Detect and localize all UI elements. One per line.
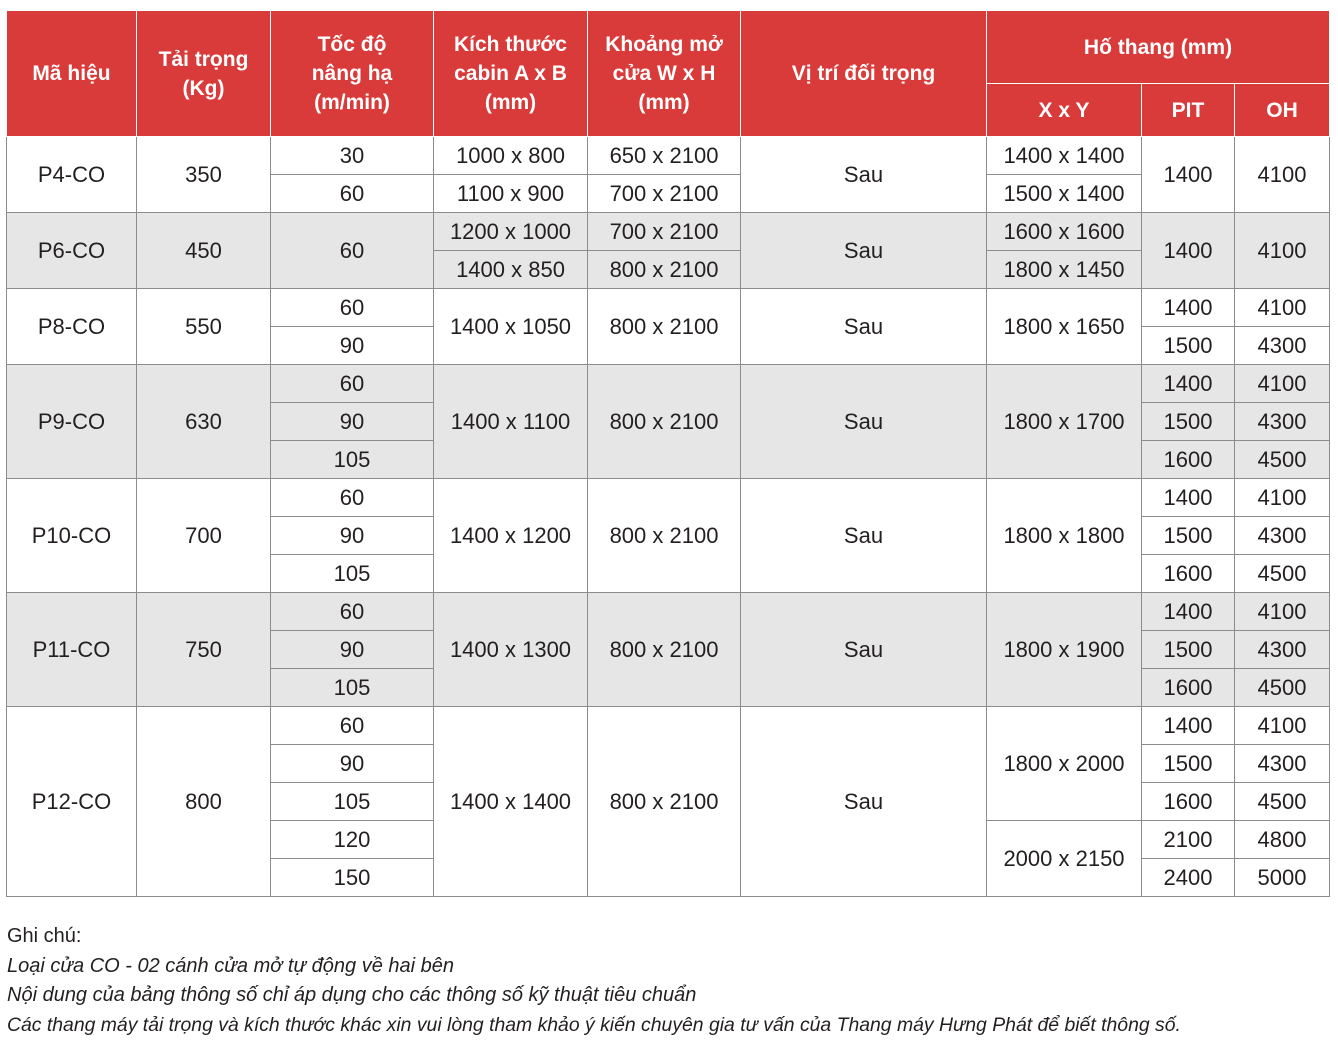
model-cell: P8-CO bbox=[7, 289, 137, 365]
pit-cell: 1400 bbox=[1142, 479, 1235, 517]
xy-cell: 1400 x 1400 bbox=[987, 137, 1142, 175]
oh-cell: 4500 bbox=[1235, 669, 1330, 707]
pit-cell: 2100 bbox=[1142, 821, 1235, 859]
counterweight-cell: Sau bbox=[741, 137, 987, 213]
model-cell: P11-CO bbox=[7, 593, 137, 707]
header-cabin: Kích thước cabin A x B (mm) bbox=[434, 11, 588, 137]
door-cell: 800 x 2100 bbox=[588, 479, 741, 593]
header-pit: PIT bbox=[1142, 84, 1235, 137]
notes-title: Ghi chú: bbox=[7, 925, 82, 947]
cabin-cell: 1100 x 900 bbox=[434, 175, 588, 213]
pit-cell: 1500 bbox=[1142, 517, 1235, 555]
table-row bbox=[7, 213, 1330, 251]
cabin-cell: 1400 x 1400 bbox=[434, 707, 588, 897]
counterweight-cell: Sau bbox=[741, 479, 987, 593]
table-row bbox=[7, 289, 1330, 327]
cabin-cell: 1400 x 1100 bbox=[434, 365, 588, 479]
speed-cell: 120 bbox=[271, 821, 434, 859]
load-cell: 630 bbox=[137, 365, 271, 479]
table-row bbox=[7, 137, 1330, 175]
speed-cell: 60 bbox=[271, 479, 434, 517]
door-cell: 800 x 2100 bbox=[588, 707, 741, 897]
table-row bbox=[7, 593, 1330, 631]
load-cell: 450 bbox=[137, 213, 271, 289]
door-cell: 800 x 2100 bbox=[588, 251, 741, 289]
table-row bbox=[7, 479, 1330, 517]
speed-cell: 90 bbox=[271, 403, 434, 441]
xy-cell: 1600 x 1600 bbox=[987, 213, 1142, 251]
load-cell: 800 bbox=[137, 707, 271, 897]
speed-cell: 60 bbox=[271, 707, 434, 745]
model-cell: P4-CO bbox=[7, 137, 137, 213]
oh-cell: 4500 bbox=[1235, 555, 1330, 593]
counterweight-cell: Sau bbox=[741, 289, 987, 365]
pit-cell: 1400 bbox=[1142, 289, 1235, 327]
oh-cell: 5000 bbox=[1235, 859, 1330, 897]
model-cell: P10-CO bbox=[7, 479, 137, 593]
door-cell: 700 x 2100 bbox=[588, 175, 741, 213]
model-cell: P12-CO bbox=[7, 707, 137, 897]
door-cell: 800 x 2100 bbox=[588, 289, 741, 365]
speed-cell: 60 bbox=[271, 593, 434, 631]
pit-cell: 1500 bbox=[1142, 327, 1235, 365]
oh-cell: 4100 bbox=[1235, 593, 1330, 631]
door-cell: 700 x 2100 bbox=[588, 213, 741, 251]
speed-cell: 105 bbox=[271, 555, 434, 593]
counterweight-cell: Sau bbox=[741, 593, 987, 707]
elevator-spec-table bbox=[6, 10, 1330, 897]
header-load: Tải trọng (Kg) bbox=[137, 11, 271, 137]
table-row bbox=[7, 707, 1330, 745]
oh-cell: 4100 bbox=[1235, 365, 1330, 403]
model-cell: P6-CO bbox=[7, 213, 137, 289]
xy-cell: 1500 x 1400 bbox=[987, 175, 1142, 213]
oh-cell: 4100 bbox=[1235, 289, 1330, 327]
counterweight-cell: Sau bbox=[741, 365, 987, 479]
speed-cell: 60 bbox=[271, 175, 434, 213]
pit-cell: 1400 bbox=[1142, 707, 1235, 745]
speed-cell: 30 bbox=[271, 137, 434, 175]
header-shaft: Hố thang (mm) bbox=[987, 11, 1330, 84]
oh-cell: 4500 bbox=[1235, 783, 1330, 821]
table-row bbox=[7, 365, 1330, 403]
header-door: Khoảng mở cửa W x H (mm) bbox=[588, 11, 741, 137]
header-oh: OH bbox=[1235, 84, 1330, 137]
notes-section bbox=[7, 922, 1181, 1040]
speed-cell: 60 bbox=[271, 213, 434, 289]
note-line: Các thang máy tải trọng và kích thước khác xin vui lòng tham khảo ý kiến chuyên gia tư vấn của Thang máy Hưng Phát để biết thông số. bbox=[7, 1013, 1181, 1036]
cabin-cell: 1000 x 800 bbox=[434, 137, 588, 175]
pit-cell: 1400 bbox=[1142, 137, 1235, 213]
pit-cell: 1500 bbox=[1142, 631, 1235, 669]
oh-cell: 4100 bbox=[1235, 479, 1330, 517]
speed-cell: 90 bbox=[271, 745, 434, 783]
oh-cell: 4100 bbox=[1235, 707, 1330, 745]
cabin-cell: 1400 x 1300 bbox=[434, 593, 588, 707]
load-cell: 550 bbox=[137, 289, 271, 365]
header-model: Mã hiệu bbox=[7, 11, 137, 137]
speed-cell: 90 bbox=[271, 327, 434, 365]
door-cell: 800 x 2100 bbox=[588, 365, 741, 479]
pit-cell: 1600 bbox=[1142, 441, 1235, 479]
header-xy: X x Y bbox=[987, 84, 1142, 137]
pit-cell: 2400 bbox=[1142, 859, 1235, 897]
load-cell: 700 bbox=[137, 479, 271, 593]
xy-cell: 1800 x 1900 bbox=[987, 593, 1142, 707]
cabin-cell: 1200 x 1000 bbox=[434, 213, 588, 251]
speed-cell: 90 bbox=[271, 631, 434, 669]
xy-cell: 1800 x 1700 bbox=[987, 365, 1142, 479]
speed-cell: 60 bbox=[271, 289, 434, 327]
pit-cell: 1500 bbox=[1142, 745, 1235, 783]
pit-cell: 1600 bbox=[1142, 783, 1235, 821]
oh-cell: 4500 bbox=[1235, 441, 1330, 479]
header-counterweight: Vị trí đối trọng bbox=[741, 11, 987, 137]
door-cell: 650 x 2100 bbox=[588, 137, 741, 175]
oh-cell: 4300 bbox=[1235, 745, 1330, 783]
oh-cell: 4800 bbox=[1235, 821, 1330, 859]
oh-cell: 4300 bbox=[1235, 631, 1330, 669]
counterweight-cell: Sau bbox=[741, 213, 987, 289]
pit-cell: 1400 bbox=[1142, 365, 1235, 403]
door-cell: 800 x 2100 bbox=[588, 593, 741, 707]
oh-cell: 4300 bbox=[1235, 517, 1330, 555]
cabin-cell: 1400 x 1050 bbox=[434, 289, 588, 365]
pit-cell: 1600 bbox=[1142, 669, 1235, 707]
pit-cell: 1500 bbox=[1142, 403, 1235, 441]
xy-cell: 2000 x 2150 bbox=[987, 821, 1142, 897]
speed-cell: 150 bbox=[271, 859, 434, 897]
speed-cell: 105 bbox=[271, 783, 434, 821]
load-cell: 350 bbox=[137, 137, 271, 213]
cabin-cell: 1400 x 1200 bbox=[434, 479, 588, 593]
header-speed: Tốc độ nâng hạ (m/min) bbox=[271, 11, 434, 137]
load-cell: 750 bbox=[137, 593, 271, 707]
cabin-cell: 1400 x 850 bbox=[434, 251, 588, 289]
speed-cell: 60 bbox=[271, 365, 434, 403]
model-cell: P9-CO bbox=[7, 365, 137, 479]
xy-cell: 1800 x 1650 bbox=[987, 289, 1142, 365]
speed-cell: 90 bbox=[271, 517, 434, 555]
note-line: Loại cửa CO - 02 cánh cửa mở tự động về hai bên bbox=[7, 954, 455, 977]
xy-cell: 1800 x 1800 bbox=[987, 479, 1142, 593]
note-line: Nội dung của bảng thông số chỉ áp dụng cho các thông số kỹ thuật tiêu chuẩn bbox=[7, 984, 697, 1006]
speed-cell: 105 bbox=[271, 441, 434, 479]
xy-cell: 1800 x 1450 bbox=[987, 251, 1142, 289]
speed-cell: 105 bbox=[271, 669, 434, 707]
pit-cell: 1600 bbox=[1142, 555, 1235, 593]
oh-cell: 4100 bbox=[1235, 137, 1330, 213]
counterweight-cell: Sau bbox=[741, 707, 987, 897]
pit-cell: 1400 bbox=[1142, 213, 1235, 289]
oh-cell: 4100 bbox=[1235, 213, 1330, 289]
xy-cell: 1800 x 2000 bbox=[987, 707, 1142, 821]
oh-cell: 4300 bbox=[1235, 327, 1330, 365]
oh-cell: 4300 bbox=[1235, 403, 1330, 441]
pit-cell: 1400 bbox=[1142, 593, 1235, 631]
